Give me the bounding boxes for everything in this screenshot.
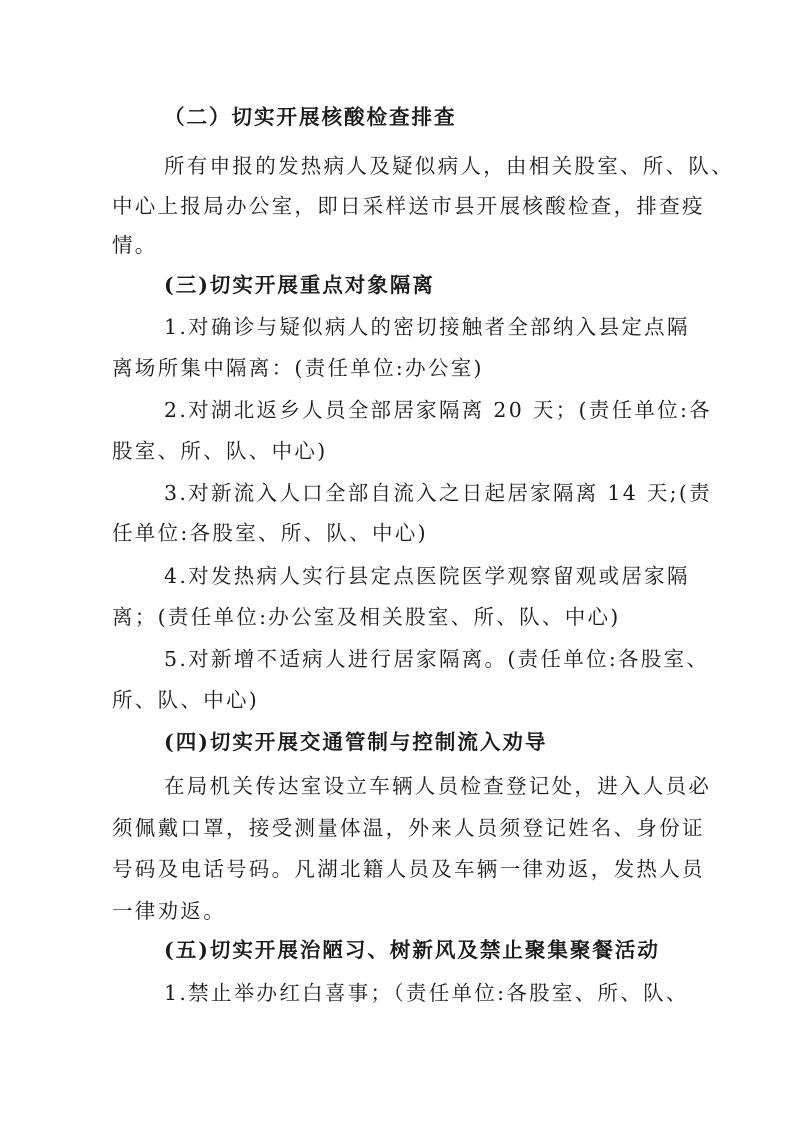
list-item-line: 5.对新增不适病人进行居家隔离。(责任单位:各股室、 bbox=[164, 647, 710, 671]
list-item-line: 1.对确诊与疑似病人的密切接触者全部纳入县定点隔 bbox=[164, 315, 690, 339]
section-heading-4: (四)切实开展交通管制与控制流入劝导 bbox=[164, 730, 548, 754]
paragraph-line: 情。 bbox=[112, 233, 158, 257]
section-heading-2: （二）切实开展核酸检查排查 bbox=[164, 105, 457, 129]
paragraph-line: 中心上报局办公室，即日采样送市县开展核酸检查，排查疫 bbox=[112, 194, 705, 218]
section-heading-5: (五)切实开展治陋习、树新风及禁止聚集聚餐活动 bbox=[164, 938, 660, 962]
paragraph-line: 所有申报的发热病人及疑似病人，由相关股室、所、队、 bbox=[164, 154, 734, 178]
paragraph-line: 号码及电话号码。凡湖北籍人员及车辆一律劝返，发热人员 bbox=[112, 857, 705, 881]
list-item-line: 4.对发热病人实行县定点医院医学观察留观或居家隔 bbox=[164, 564, 690, 588]
list-item-line: 1.禁止举办红白喜事；（责任单位:各股室、所、队、 bbox=[164, 981, 689, 1005]
list-item-line: 2.对湖北返乡人员全部居家隔离 20 天；(责任单位:各 bbox=[164, 398, 712, 422]
list-item-line: 离场所集中隔离：(责任单位:办公室) bbox=[112, 356, 484, 380]
paragraph-line: 在局机关传达室设立车辆人员检查登记处，进入人员必 bbox=[164, 774, 712, 798]
list-item-line: 3.对新流入人口全部自流入之日起居家隔离 14 天;(责 bbox=[164, 481, 712, 505]
list-item-line: 所、队、中心) bbox=[112, 688, 260, 712]
list-item-line: 任单位:各股室、所、队、中心) bbox=[112, 521, 428, 545]
list-item-line: 离；(责任单位:办公室及相关股室、所、队、中心) bbox=[112, 605, 621, 629]
paragraph-line: 须佩戴口罩，接受测量体温，外来人员须登记姓名、身份证 bbox=[112, 816, 705, 840]
list-item-line: 股室、所、队、中心) bbox=[112, 439, 328, 463]
paragraph-line: 一律劝返。 bbox=[112, 899, 226, 923]
section-heading-3: (三)切实开展重点对象隔离 bbox=[164, 273, 435, 297]
